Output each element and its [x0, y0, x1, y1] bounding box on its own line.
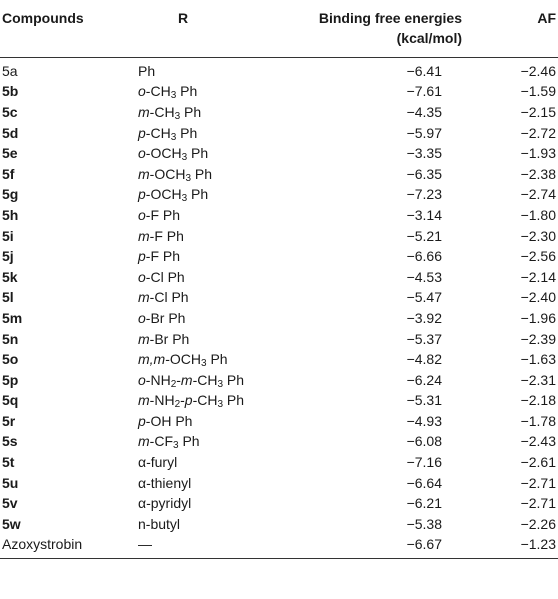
- cell-binding-free-energy: −3.14: [406, 206, 442, 223]
- cell-af: −2.46: [520, 62, 556, 79]
- cell-binding-free-energy: −5.31: [406, 392, 442, 409]
- cell-binding-free-energy: −3.92: [406, 309, 442, 326]
- cell-r-substituent: [138, 328, 308, 349]
- r-segment: -OCH: [145, 186, 182, 203]
- r-segment: -NH: [149, 392, 175, 409]
- cell-binding-free-energy: −4.82: [406, 351, 442, 368]
- r-segment: -CH: [149, 103, 175, 120]
- cell-compound: 5o: [2, 351, 19, 368]
- header-af: AF: [478, 0, 558, 57]
- cell-compound: 5n: [2, 330, 19, 347]
- cell-af: −2.74: [520, 186, 556, 203]
- cell-compound: 5a: [2, 62, 18, 79]
- cell-r-substituent: [138, 452, 308, 473]
- table-row: [0, 163, 558, 184]
- r-segment: Ph: [206, 351, 228, 368]
- cell-binding-free-energy: −5.38: [406, 515, 442, 532]
- r-segment: -: [180, 392, 185, 409]
- cell-compound: 5l: [2, 289, 14, 306]
- cell-af: −1.63: [520, 351, 556, 368]
- r-segment: -CH: [192, 371, 218, 388]
- table-row: [0, 81, 558, 102]
- r-segment: -CF: [149, 433, 173, 450]
- cell-r-substituent: [138, 122, 308, 143]
- cell-compound: 5q: [2, 392, 19, 409]
- cell-r-substituent: [138, 390, 308, 411]
- r-segment: -CH: [192, 392, 218, 409]
- r-segment: 3: [201, 358, 207, 370]
- cell-compound: 5h: [2, 206, 19, 223]
- r-segment: 3: [181, 152, 188, 164]
- r-segment: p: [138, 412, 146, 429]
- cell-compound: 5p: [2, 371, 19, 388]
- table-row: [0, 102, 558, 123]
- r-segment: Ph: [187, 186, 209, 203]
- table-row: [0, 369, 558, 390]
- cell-r-substituent: [138, 143, 308, 164]
- cell-compound: 5m: [2, 309, 23, 326]
- cell-binding-free-energy: −6.66: [406, 248, 442, 265]
- cell-r-substituent: [138, 514, 308, 535]
- cell-binding-free-energy: −5.97: [406, 124, 442, 141]
- cell-r-substituent: [138, 81, 308, 102]
- table-row: [0, 308, 558, 329]
- table-row: [0, 225, 558, 246]
- cell-r-substituent: [138, 369, 308, 390]
- cell-af: −2.31: [520, 371, 556, 388]
- r-segment: Ph: [176, 124, 198, 141]
- cell-af: −2.26: [520, 515, 556, 532]
- r-segment: -CH: [145, 124, 171, 141]
- cell-compound: 5d: [2, 124, 19, 141]
- r-segment: 3: [174, 110, 181, 122]
- cell-af: −1.78: [520, 412, 556, 429]
- r-segment: o: [138, 371, 146, 388]
- cell-binding-free-energy: −5.21: [406, 227, 442, 244]
- r-segment: -F Ph: [145, 206, 181, 223]
- header-compounds: Compounds: [0, 0, 138, 57]
- r-segment: α-furyl: [138, 454, 178, 471]
- cell-compound: 5g: [2, 186, 19, 203]
- r-segment: p: [184, 392, 193, 409]
- table-row: [0, 246, 558, 267]
- table-row: [0, 328, 558, 349]
- cell-compound: 5t: [2, 454, 15, 471]
- header-binding-free-energies: [308, 0, 478, 57]
- cell-binding-free-energy: −5.47: [406, 289, 442, 306]
- r-segment: 3: [181, 193, 188, 205]
- cell-binding-free-energy: −7.16: [406, 454, 442, 471]
- table-row: [0, 493, 558, 514]
- cell-binding-free-energy: −4.35: [406, 103, 442, 120]
- r-segment: Ph: [180, 103, 202, 120]
- table-row: [0, 205, 558, 226]
- table-row: [0, 266, 558, 287]
- cell-compound: Azoxystrobin: [0, 534, 138, 558]
- header-r: R: [138, 0, 308, 57]
- r-segment: -Cl Ph: [149, 289, 189, 306]
- table-row: [0, 184, 558, 205]
- cell-binding-free-energy: −6.41: [406, 62, 442, 79]
- cell-r-substituent: [138, 411, 308, 432]
- cell-binding-free-energy: −4.93: [406, 412, 442, 429]
- r-segment: m: [138, 392, 150, 409]
- cell-af: −2.38: [520, 165, 556, 182]
- cell-binding-free-energy: −6.08: [406, 433, 442, 450]
- r-segment: o: [138, 206, 146, 223]
- r-segment: 3: [173, 440, 179, 452]
- r-segment: -: [176, 371, 181, 388]
- table-row: [0, 390, 558, 411]
- cell-compound: 5f: [2, 165, 15, 182]
- cell-r-substituent: [138, 472, 308, 493]
- r-segment: 3: [170, 90, 177, 102]
- cell-binding-free-energy: −5.37: [406, 330, 442, 347]
- r-segment: -F Ph: [149, 227, 184, 244]
- r-segment: Ph: [187, 145, 209, 162]
- cell-af: −2.71: [520, 495, 556, 512]
- cell-compound: 5v: [2, 495, 18, 512]
- r-segment: p: [138, 124, 146, 141]
- r-segment: o: [138, 145, 146, 162]
- r-segment: m: [138, 165, 150, 182]
- r-segment: -F Ph: [145, 248, 181, 265]
- cell-binding-free-energy: −4.53: [406, 268, 442, 285]
- cell-compound: 5j: [2, 248, 14, 265]
- table-row: [0, 349, 558, 370]
- cell-af: −2.72: [520, 124, 556, 141]
- cell-af: −2.39: [520, 330, 556, 347]
- r-segment: 3: [217, 378, 224, 390]
- r-segment: -Br Ph: [145, 309, 186, 326]
- r-segment: -CH: [145, 83, 171, 100]
- cell-af: −1.80: [520, 206, 556, 223]
- r-segment: m,m: [138, 351, 166, 368]
- r-segment: Ph: [223, 392, 245, 409]
- table-row: [0, 534, 558, 558]
- table-row: [0, 431, 558, 452]
- r-segment: m: [180, 371, 193, 388]
- cell-r-substituent: [138, 308, 308, 329]
- r-segment: n-butyl: [138, 515, 181, 532]
- cell-r-substituent: [138, 431, 308, 452]
- r-segment: -NH: [145, 371, 171, 388]
- table-row: [0, 472, 558, 493]
- cell-binding-free-energy: −6.35: [406, 165, 442, 182]
- cell-af: −2.71: [520, 474, 556, 491]
- r-segment: -OCH: [145, 145, 182, 162]
- cell-af: −2.15: [520, 103, 556, 120]
- header-bfe-line2: (kcal/mol): [396, 30, 462, 46]
- cell-r-substituent: [138, 246, 308, 267]
- r-segment: —: [138, 536, 152, 553]
- cell-compound: 5b: [2, 83, 19, 100]
- cell-compound: 5s: [2, 433, 18, 450]
- cell-af: −2.56: [520, 248, 556, 265]
- cell-compound: 5r: [2, 412, 16, 429]
- r-segment: 2: [174, 399, 181, 411]
- r-segment: α-pyridyl: [138, 495, 192, 512]
- cell-r-substituent: [138, 205, 308, 226]
- header-bfe-line1: Binding free energies: [318, 10, 462, 26]
- cell-r-substituent: [138, 102, 308, 123]
- cell-af: −1.59: [520, 83, 556, 100]
- table-row: [0, 514, 558, 535]
- r-segment: m: [138, 289, 150, 306]
- table-row: [0, 122, 558, 143]
- r-segment: 3: [217, 399, 224, 411]
- cell-binding-free-energy: −3.35: [406, 145, 442, 162]
- cell-r-substituent: [138, 225, 308, 246]
- r-segment: -Br Ph: [149, 330, 190, 347]
- cell-af: −2.61: [520, 454, 556, 471]
- r-segment: -OCH: [149, 165, 186, 182]
- r-segment: m: [138, 433, 150, 450]
- r-segment: Ph: [223, 371, 245, 388]
- r-segment: Ph: [178, 433, 200, 450]
- r-segment: 3: [170, 131, 177, 143]
- r-segment: p: [138, 248, 146, 265]
- cell-binding-free-energy: −6.21: [406, 495, 442, 512]
- table-row: [0, 411, 558, 432]
- cell-af: −2.14: [520, 268, 556, 285]
- cell-r-substituent: [138, 493, 308, 514]
- cell-compound: 5w: [2, 515, 21, 532]
- cell-r-substituent: [138, 534, 308, 558]
- cell-r-substituent: [138, 287, 308, 308]
- r-segment: Ph: [138, 62, 156, 79]
- r-segment: -OCH: [165, 351, 201, 368]
- cell-compound: 5k: [2, 268, 18, 285]
- cell-binding-free-energy: −6.24: [406, 371, 442, 388]
- cell-af: −1.96: [520, 309, 556, 326]
- r-segment: 2: [170, 378, 177, 390]
- r-segment: -OH Ph: [145, 412, 193, 429]
- cell-binding-free-energy: −7.23: [406, 186, 442, 203]
- cell-compound: 5u: [2, 474, 19, 491]
- r-segment: 3: [185, 172, 192, 184]
- r-segment: m: [138, 227, 150, 244]
- r-segment: p: [138, 186, 146, 203]
- cell-r-substituent: [138, 163, 308, 184]
- cell-r-substituent: [138, 266, 308, 287]
- table-body: [0, 57, 558, 558]
- cell-af: −2.40: [520, 289, 556, 306]
- table-header: [0, 0, 558, 57]
- cell-binding-free-energy: −7.61: [406, 83, 442, 100]
- cell-binding-free-energy: −6.67: [308, 534, 478, 558]
- r-segment: -Cl Ph: [145, 268, 185, 285]
- cell-r-substituent: [138, 349, 308, 370]
- cell-r-substituent: [138, 184, 308, 205]
- r-segment: Ph: [176, 83, 198, 100]
- cell-compound: 5i: [2, 227, 14, 244]
- cell-compound: 5c: [2, 103, 18, 120]
- cell-r-substituent: [138, 57, 308, 81]
- cell-compound: 5e: [2, 145, 18, 162]
- r-segment: o: [138, 309, 146, 326]
- r-segment: m: [138, 103, 150, 120]
- cell-af: −2.30: [520, 227, 556, 244]
- cell-af: −2.18: [520, 392, 556, 409]
- table-row: [0, 143, 558, 164]
- r-segment: m: [138, 330, 150, 347]
- header-row: [0, 0, 558, 57]
- r-segment: o: [138, 83, 146, 100]
- table-row: [0, 452, 558, 473]
- r-segment: Ph: [191, 165, 213, 182]
- cell-af: −1.23: [478, 534, 558, 558]
- cell-af: −2.43: [520, 433, 556, 450]
- r-segment: o: [138, 268, 146, 285]
- r-segment: α-thienyl: [138, 474, 192, 491]
- cell-binding-free-energy: −6.64: [406, 474, 442, 491]
- cell-af: −1.93: [520, 145, 556, 162]
- table-row: [0, 57, 558, 81]
- table-row: [0, 287, 558, 308]
